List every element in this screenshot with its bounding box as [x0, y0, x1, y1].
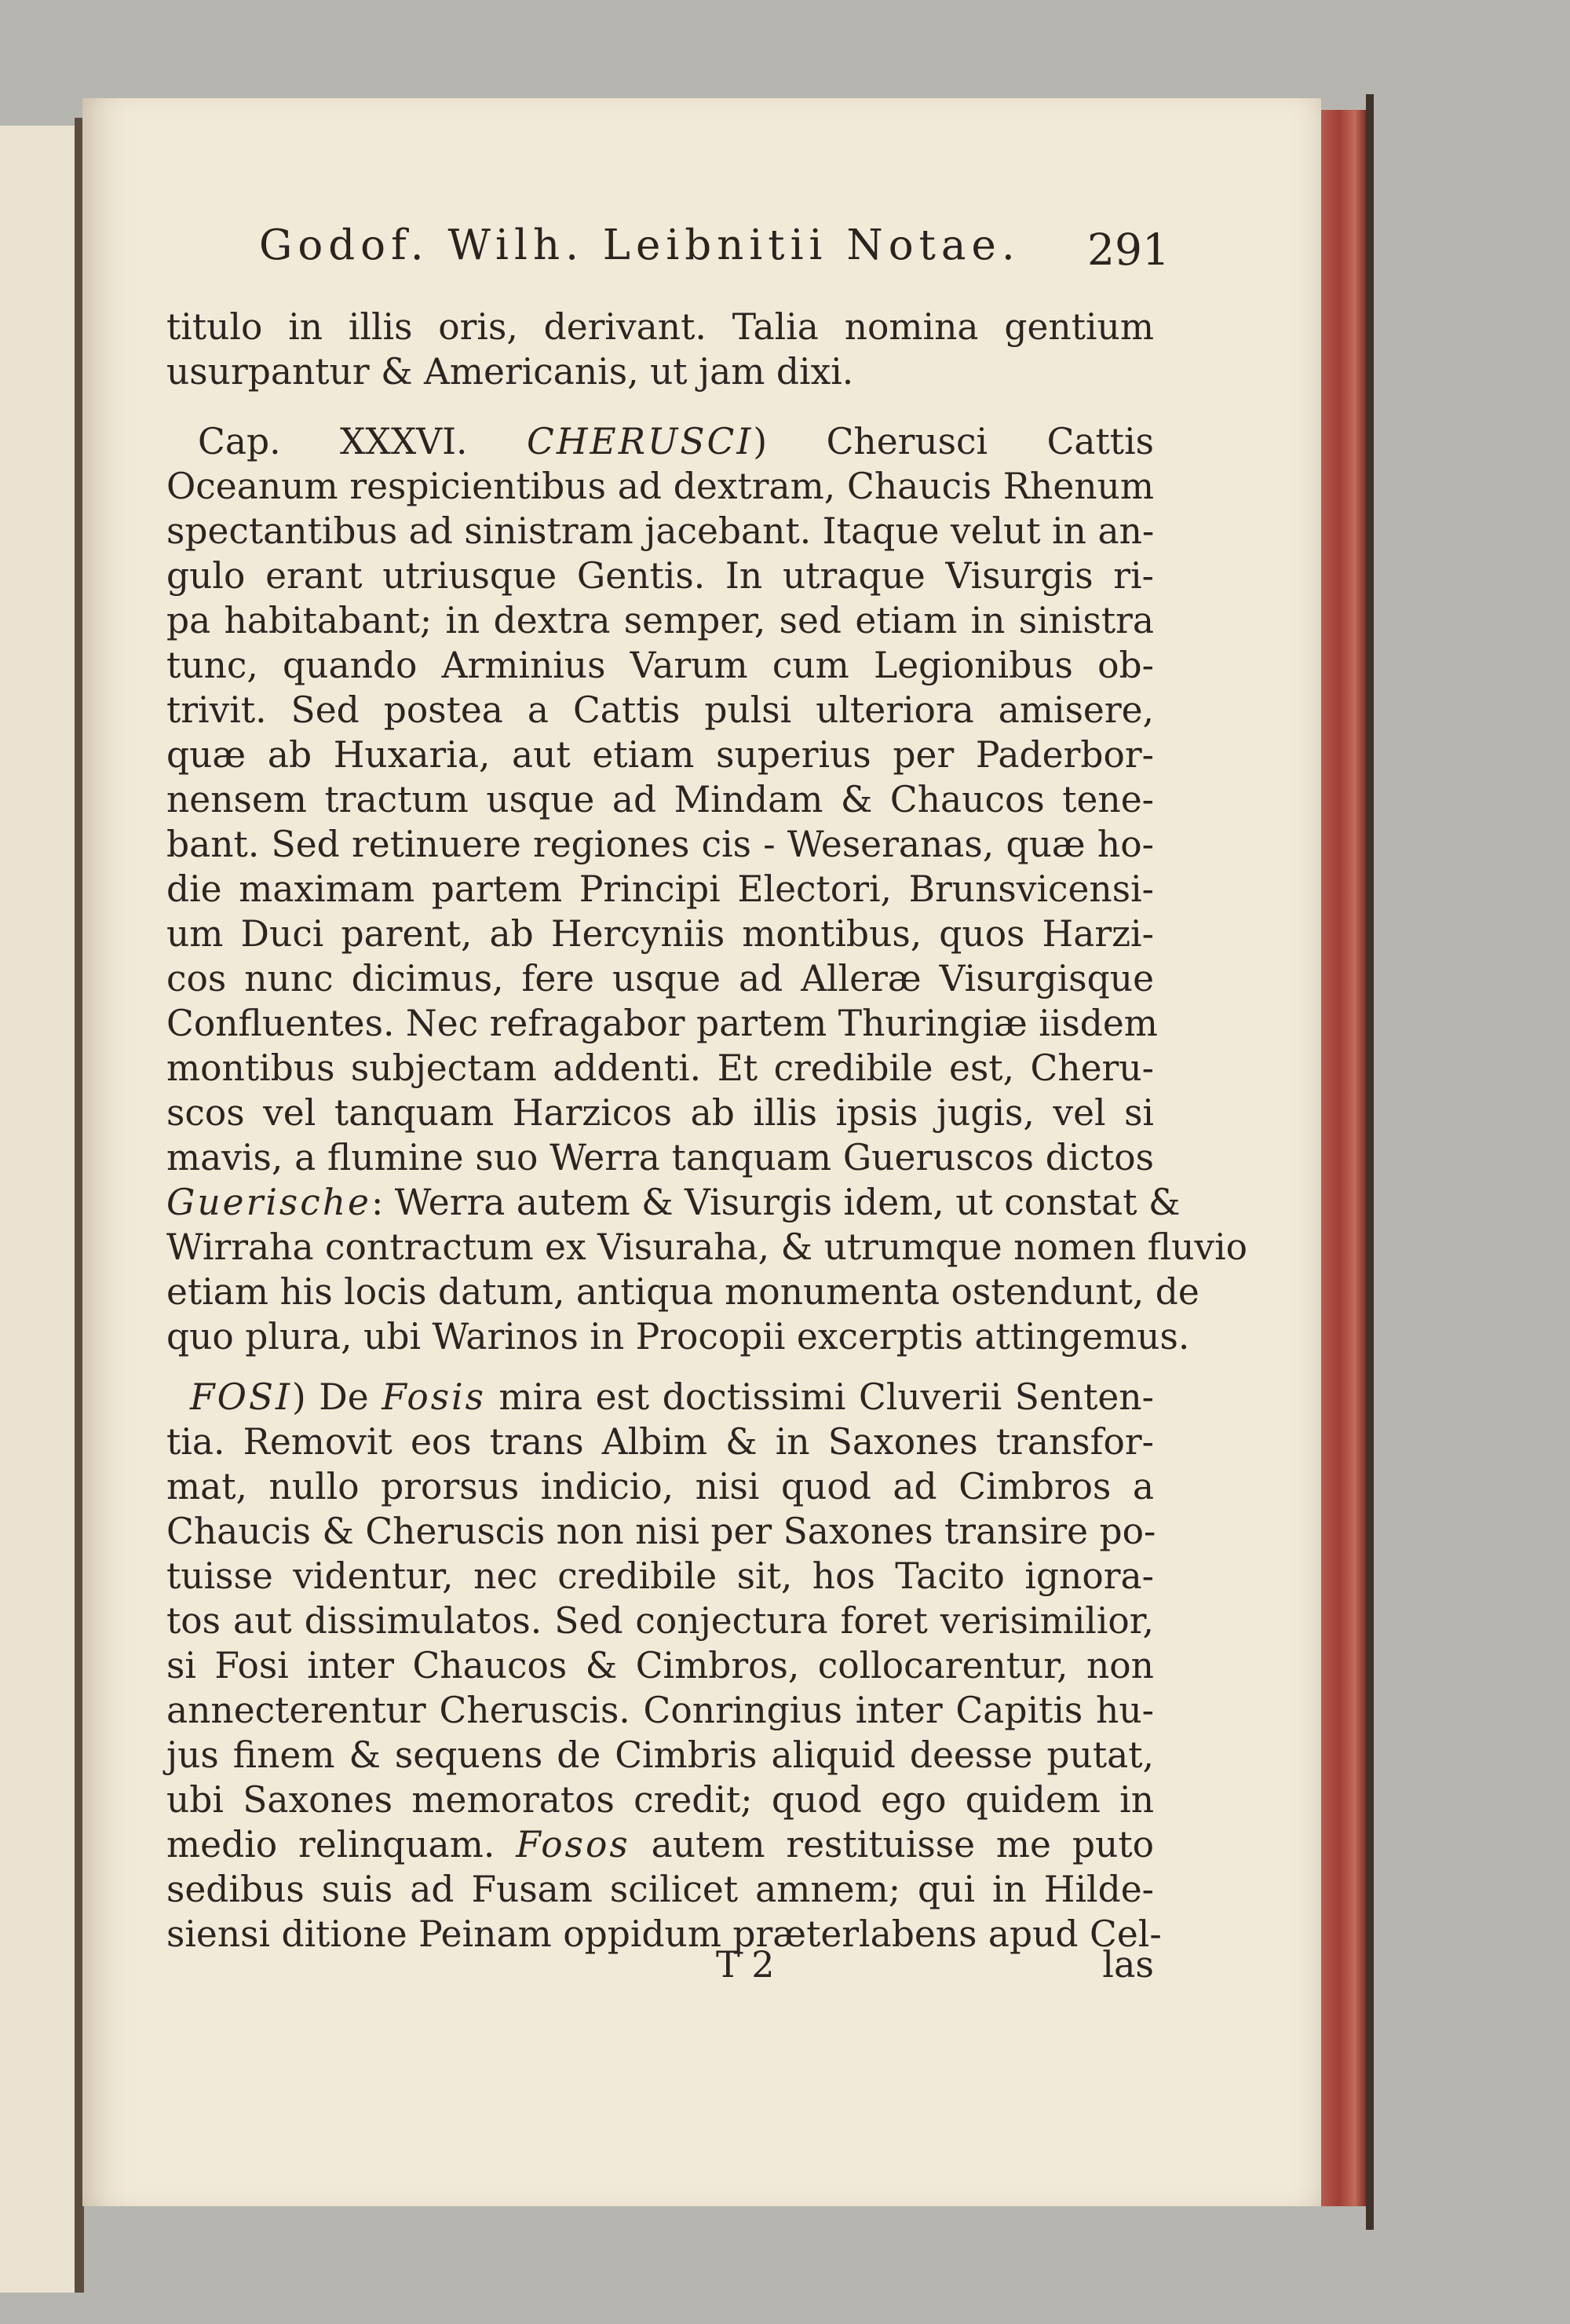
text-segment: : Werra autem & Visurgis idem, ut constat &: [371, 1182, 1181, 1223]
text-line: quæ ab Huxaria, aut etiam superius per Paderbor-: [166, 734, 1154, 776]
text-line: tunc, quando Arminius Varum cum Legionibus ob-: [166, 645, 1154, 686]
text-line: ubi Saxones memoratos credit; quod ego quidem in: [166, 1779, 1154, 1821]
text-line: pa habitabant; in dextra semper, sed etiam in sinistra: [166, 600, 1154, 641]
text-line: [166, 1180, 1181, 1225]
italic-term: Fosos: [516, 1824, 630, 1865]
text-line: siensi ditione Peinam oppidum præterlabens apud Cel-: [166, 1913, 1162, 1955]
left-page-edge: [0, 126, 76, 2293]
text-line: um Duci parent, ab Hercyniis montibus, quos Harzi-: [166, 913, 1154, 955]
paragraph-cherusci: [166, 419, 1248, 1359]
catchword: las: [1102, 1943, 1154, 1986]
book-cover-edge: [1366, 94, 1374, 2230]
italic-term: Fosis: [382, 1376, 486, 1418]
signature-mark: T 2: [716, 1943, 775, 1986]
italic-term: CHERUSCI: [527, 421, 754, 462]
text-line: mat, nullo prorsus indicio, nisi quod ad Cimbros a: [166, 1466, 1154, 1507]
text-line: bant. Sed retinuere regiones cis - Weseranas, quæ ho-: [166, 824, 1154, 865]
paragraph-fosi: [166, 1375, 1162, 1957]
text-line: tuisse videntur, nec credibile sit, hos Tacito ignora-: [166, 1555, 1154, 1597]
text-line: tia. Removit eos trans Albim & in Saxones transfor-: [166, 1421, 1154, 1463]
paragraph-intro: [166, 305, 1154, 394]
text-line: sedibus suis ad Fusam scilicet amnem; qui in Hilde-: [166, 1869, 1154, 1910]
text-line: Chaucis & Cheruscis non nisi per Saxones transire po-: [166, 1511, 1156, 1552]
text-segment: medio relinquam.: [166, 1824, 517, 1865]
text-segment: mira est doctissimi Cluverii Senten-: [485, 1376, 1154, 1418]
text-line: etiam his locis datum, antiqua monumenta ostendunt, de: [166, 1271, 1199, 1313]
text-line: trivit. Sed postea a Cattis pulsi ulteriora amisere,: [166, 689, 1154, 731]
text-line: tos aut dissimulatos. Sed conjectura foret verisimilior,: [166, 1600, 1154, 1642]
text-line: montibus subjectam addenti. Et credibile est, Cheru-: [166, 1047, 1154, 1089]
text-segment: ) Cherusci Cattis: [753, 421, 1154, 462]
text-line: quo plura, ubi Warinos in Procopii excerptis attingemus.: [166, 1316, 1190, 1357]
text-line: annecterentur Cheruscis. Conringius inter Capitis hu-: [166, 1690, 1154, 1731]
text-line: die maximam partem Principi Electori, Brunsvicensi-: [166, 868, 1154, 910]
page-number: 291: [1087, 225, 1170, 275]
text-line: Confluentes. Nec refragabor partem Thuringiæ iisdem: [166, 1003, 1158, 1044]
italic-term: Guerische: [166, 1182, 371, 1223]
text-line: [166, 1375, 1154, 1420]
red-page-edges: [1321, 110, 1366, 2206]
text-line: [166, 1822, 1154, 1867]
text-segment: Cap. XXXVI.: [198, 421, 528, 462]
text-line: gulo erant utriusque Gentis. In utraque Visurgis ri-: [166, 555, 1154, 597]
text-line: mavis, a flumine suo Werra tanquam Gueruscos dictos: [166, 1137, 1154, 1178]
text-line: Oceanum respicientibus ad dextram, Chaucis Rhenum: [166, 466, 1154, 507]
text-segment: ) De: [292, 1376, 382, 1418]
text-line: Wirraha contractum ex Visuraha, & utrumque nomen fluvio: [166, 1226, 1248, 1268]
text-line: cos nunc dicimus, fere usque ad Alleræ Visurgisque: [166, 958, 1154, 999]
text-line: si Fosi inter Chaucos & Cimbros, collocarentur, non: [166, 1645, 1154, 1686]
text-line: scos vel tanquam Harzicos ab illis ipsis jugis, vel si: [166, 1092, 1154, 1134]
text-line: titulo in illis oris, derivant. Talia nomina gentium: [166, 306, 1154, 348]
text-line: [166, 419, 1154, 464]
text-segment: autem restituisse me puto: [630, 1824, 1154, 1865]
text-line: jus finem & sequens de Cimbris aliquid deesse putat,: [166, 1734, 1154, 1776]
text-line: nensem tractum usque ad Mindam & Chaucos tene-: [166, 779, 1154, 820]
text-line: spectantibus ad sinistram jacebant. Itaque velut in an-: [166, 510, 1155, 552]
text-line: usurpantur & Americanis, ut jam dixi.: [166, 351, 854, 393]
running-title: Godof. Wilh. Leibnitii Notae.: [259, 221, 1020, 269]
italic-term: FOSI: [190, 1376, 293, 1418]
